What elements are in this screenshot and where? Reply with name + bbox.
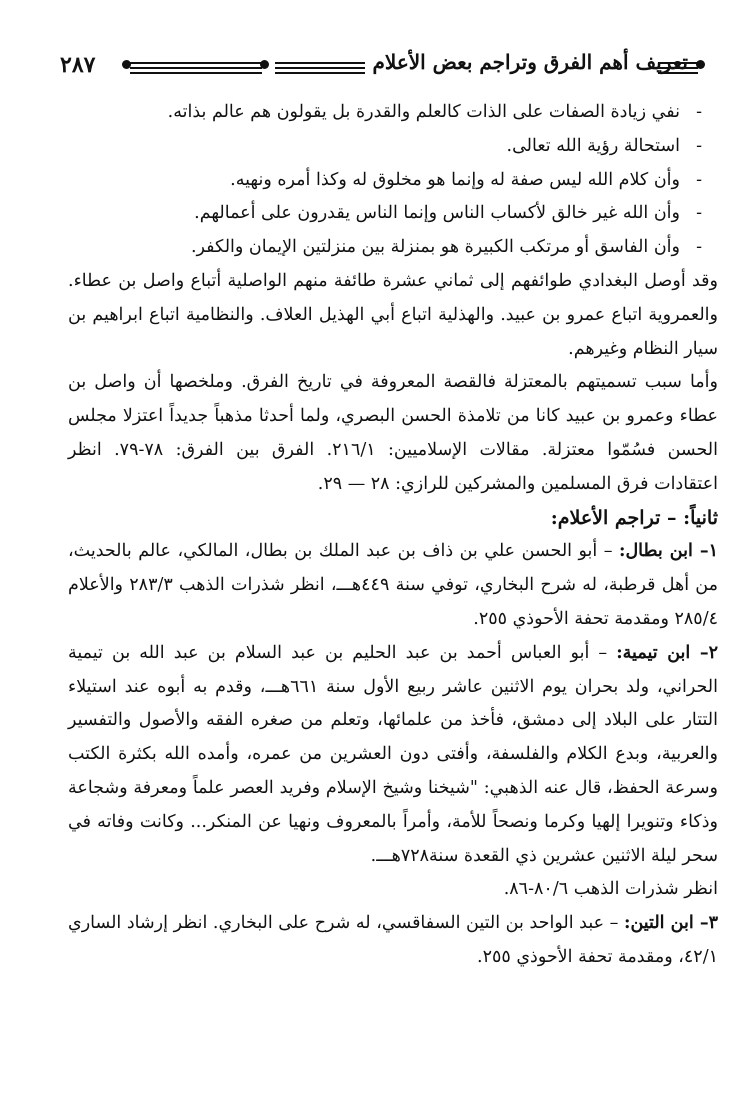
entry-ibn-taymiyya [68,637,718,874]
paragraph-sects: وقد أوصل البغدادي طوائفهم إلى ثماني عشرة طائفة منهم الواصلية أتباع واصل بن عطاء. والعمروية اتباع عمرو بن عبيد. والهذلية اتباع أبي الهذيل العلاف. والنظامية اتباع ابراهيم بن سيار النظام وغيرهم. [68,270,718,359]
header-rule-right [658,62,698,64]
header-rule-mid [275,62,365,64]
entry-text: – أبو الحسن علي بن ذاف بن عبد الملك بن بطال، المالكي، عالم بالحديث، من أهل قرطبة، له شرح البخاري، توفي سنة ٤٤٩هـــ، انظر شذرات الذهب ٢٨٣/٣ والأعلام ٢٨٥/٤ ومقدمة تحفة الأحوذي ٢٥٥. [68,541,718,629]
page-title: تعريف أهم الفرق وتراجم بعض الأعلام [372,50,688,74]
header-ornament-mid-left [260,60,269,69]
entry-text: – أبو العباس أحمد بن عبد الحليم بن عبد السلام بن عبد الله بن تيمية الحراني، ولد بحران يوم الاثنين عاشر ربيع الأول سنة ٦٦١هـــ، وقدم به أبوه عند استيلاء التتار على البلاد إلى دمشق، فأخذ من علمائها، وتعلم من صغره الفقه والأصول والتفسير والعربية، وبدع الكلام والفلسفة، وأفتى دون العشرين من عمره، وأمده الله بكثرة الكتب وسرعة الحفظ، قال عنه الذهبي: "شيخنا وشيخ الإسلام وفريد العصر علماً ومعرفة وشجاعة وذكاء وتنويرا إلهيا وكرما ونصحاً للأمة، وأمراً بالمعروف ونهيا عن المنكر... وكانت وفاته في سحر ليلة الاثنين عشرين ذي القعدة سنة٧٢٨هـــ. [68,642,718,866]
paragraph-naming: وأما سبب تسميتهم بالمعتزلة فالقصة المعروفة في تاريخ الفرق. وملخصها أن واصل بن عطاء وعمرو بن عبيد كانا من تلامذة الحسن البصري، ولما أحدثا مذهباً جديداً اعتزلا مجلس الحسن فسُمّوا معتزلة. مقالات الإسلاميين: ٢١٦/١. الفرق بين الفرق: ٧٨-٧٩. انظر اعتقادات فرق المسلمين والمشركين للرازي: ٢٨ — ٢٩. [68,372,718,494]
list-item: - وأن الفاسق أو مرتكب الكبيرة هو بمنزلة بين منزلتين الإيمان والكفر. [68,231,718,265]
entry-text: – عبد الواحد بن التين السفاقسي، له شرح على البخاري. انظر إرشاد الساري ٤٢/١، ومقدمة تحفة الأحوذي ٢٥٥. [68,913,718,967]
entry-ibn-altin [68,907,718,975]
entry-lead: ٢– ابن تيمية: [616,642,718,663]
header-ornament-right [696,60,705,69]
header-rule-left-3 [130,72,262,74]
list-item: - وأن الله غير خالق لأكساب الناس وإنما الناس يقدرون على أعمالهم. [68,197,718,231]
list-item: - نفي زيادة الصفات على الذات كالعلم والقدرة بل يقولون هم عالم بذاته. [68,96,718,130]
list-item: - وأن كلام الله ليس صفة له وإنما هو مخلوق له وكذا أمره ونهيه. [68,164,718,198]
page-content [68,96,718,975]
header-rule-right-2 [658,67,698,69]
beliefs-list [68,96,718,265]
header-rule-mid-2 [275,67,365,69]
header-ornament-left [122,60,131,69]
entry-reference: انظر شذرات الذهب ٨٠/٦-٨٦. [503,879,718,900]
entry-lead: ٣– ابن التين: [624,913,718,934]
entry-ibn-battal [68,535,718,636]
page-number: ٢٨٧ [60,52,96,78]
header-rule-left [130,62,262,64]
entry-lead: ١– ابن بطال: [619,541,718,562]
list-item: - استحالة رؤية الله تعالى. [68,130,718,164]
header-rule-right-3 [658,72,698,74]
section-heading: ثانياً: – تراجم الأعلام: [550,506,718,529]
running-header [60,46,710,94]
header-rule-mid-3 [275,72,365,74]
header-rule-left-2 [130,67,262,69]
